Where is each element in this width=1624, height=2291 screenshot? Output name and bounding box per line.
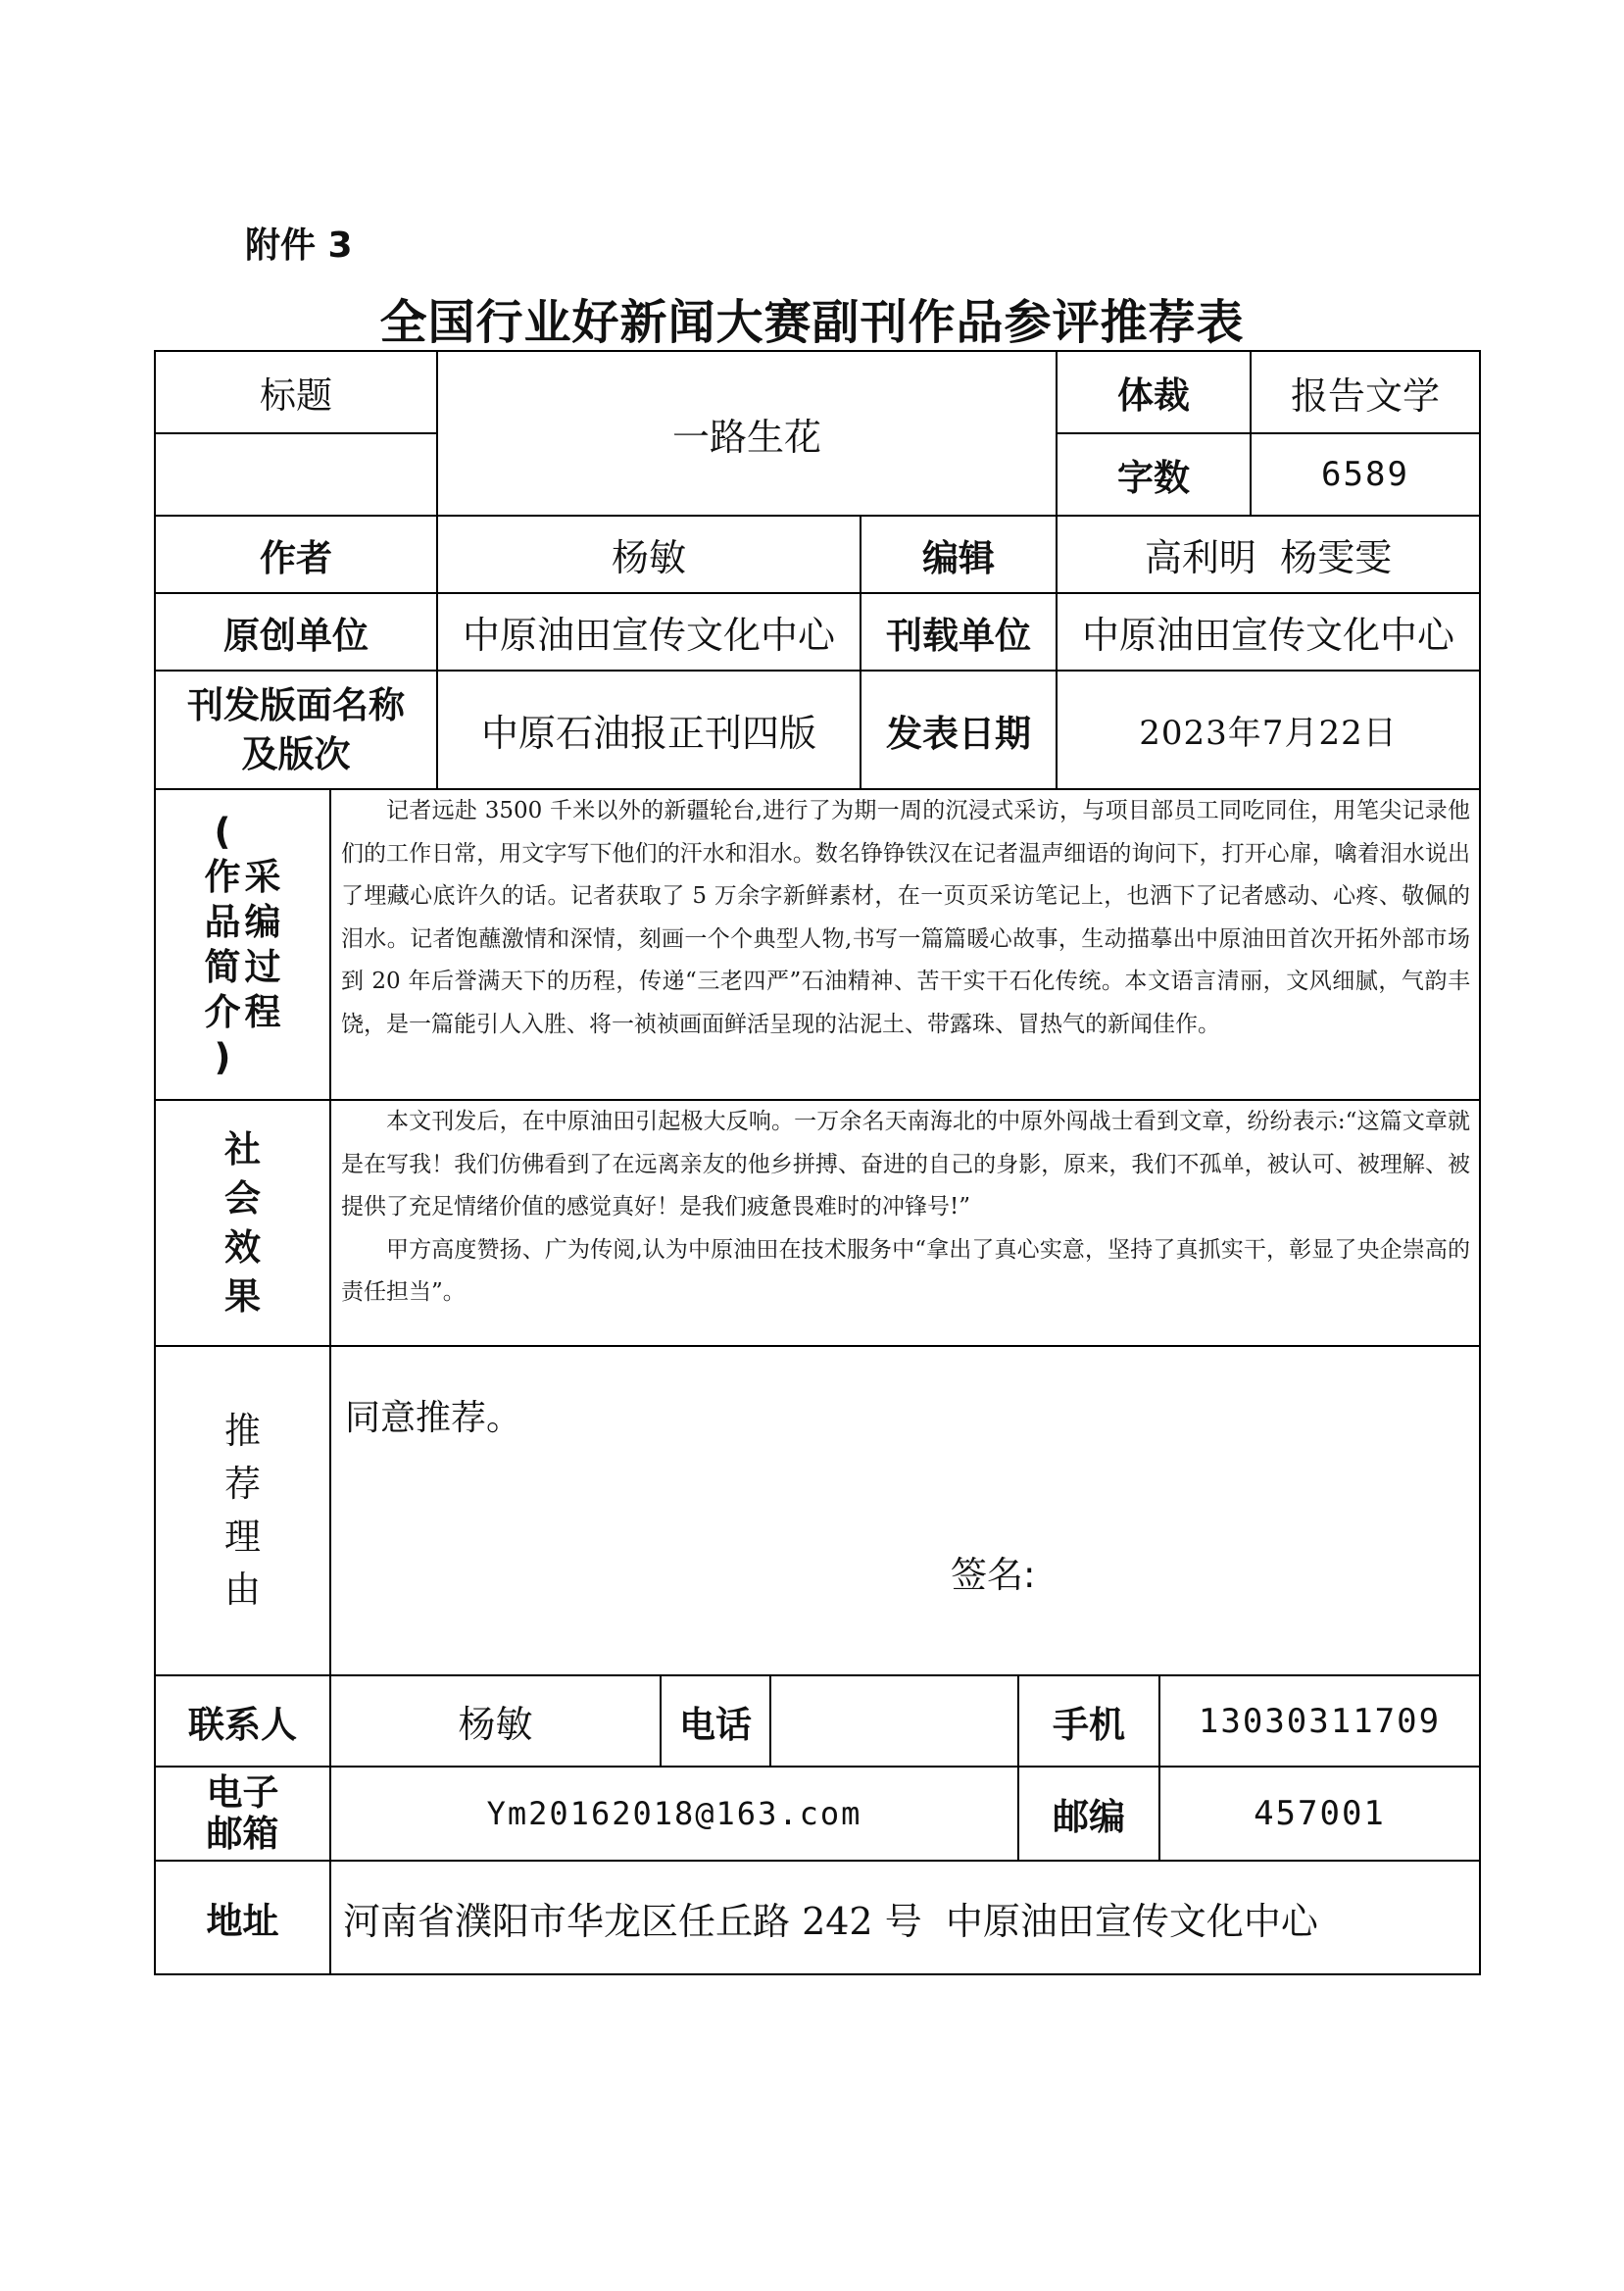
- intro-label-char: 介: [204, 990, 241, 1033]
- intro-label-char: 过: [244, 945, 281, 988]
- contact-value: 杨敏: [458, 1703, 533, 1746]
- recommendation-reason-label-char: 荐: [224, 1463, 261, 1505]
- social-effect-paragraph-2: 甲方高度赞扬、广为传阅,认为中原油田在技术服务中“拿出了真心实意，坚持了真抓实干，彰显了央企崇高的责任担当”。: [341, 1236, 1470, 1305]
- intro-label-char: 采: [244, 855, 281, 898]
- social-effect-label-char: 效: [224, 1225, 261, 1269]
- social-effect-label-char: 社: [224, 1127, 261, 1170]
- email-label-line2: 邮箱: [206, 1813, 279, 1855]
- intro-label: [156, 790, 329, 1099]
- signature-label: 签名:: [951, 1554, 1036, 1596]
- social-effect-label: [156, 1101, 329, 1345]
- attachment-number: 附件 3: [245, 225, 353, 266]
- intro-label-char: ): [214, 1035, 231, 1078]
- recommendation-reason-label-char: 推: [224, 1410, 261, 1452]
- title-label: 标题: [260, 374, 332, 417]
- wordcount-value: 6589: [1321, 455, 1409, 494]
- publishing-unit-label: 刊载单位: [886, 614, 1031, 657]
- document-title: 全国行业好新闻大赛副刊作品参评推荐表: [379, 295, 1245, 350]
- date-value: 2023年7月22日: [1139, 714, 1398, 753]
- recommendation-reason-label-char: 由: [224, 1569, 261, 1611]
- zip-label: 邮编: [1053, 1796, 1125, 1838]
- intro-label-char: 品: [204, 900, 241, 943]
- page-label-line2: 及版次: [241, 732, 351, 775]
- mobile-label: 手机: [1053, 1703, 1125, 1746]
- author-label: 作者: [260, 536, 332, 579]
- recommendation-reason-label-char: 理: [224, 1516, 261, 1558]
- intro-text: [341, 790, 1470, 1099]
- intro-label-char: 简: [204, 945, 241, 988]
- intro-label-char: 编: [244, 900, 281, 943]
- social-effect-label-char: 会: [224, 1176, 261, 1220]
- editor-label: 编辑: [922, 536, 995, 579]
- intro-label-char: 作: [204, 855, 241, 898]
- recommendation-reason-text: 同意推荐。: [345, 1398, 522, 1438]
- recommendation-reason-label: [156, 1347, 329, 1674]
- intro-label-column-1: [205, 810, 241, 1080]
- social-effect-label-char: 果: [224, 1274, 261, 1318]
- phone-value: [771, 1676, 1017, 1766]
- mobile-value: 13030311709: [1198, 1701, 1442, 1741]
- social-effect-text: [341, 1101, 1470, 1345]
- wordcount-label: 字数: [1117, 457, 1190, 499]
- address-value: 河南省濮阳市华龙区任丘路 242 号 中原油田宣传文化中心: [343, 1899, 1318, 1943]
- signature-field[interactable]: [1058, 1541, 1431, 1592]
- publishing-unit-value: 中原油田宣传文化中心: [1081, 614, 1454, 657]
- zip-value: 457001: [1254, 1794, 1386, 1833]
- email-value: Ym20162018@163.com: [486, 1795, 862, 1832]
- email-label: [156, 1768, 329, 1860]
- contact-label: 联系人: [188, 1703, 297, 1746]
- author-value: 杨敏: [611, 536, 686, 579]
- date-label: 发表日期: [886, 712, 1031, 755]
- intro-paragraph: 记者远赴 3500 千米以外的新疆轮台,进行了为期一周的沉浸式采访，与项目部员工同吃同住，用笔尖记录他们的工作日常，用文字写下他们的汗水和泪水。数名铮铮铁汉在记者温声细语的询问下，打开心扉，噙着泪水说出了埋藏心底许久的话。记者获取了 5 万余字新鲜素材，在一页页采访笔记上，也洒下了记者感动、心疼、敬佩的泪水。记者饱蘸激情和深情，刻画一个个典型人物,书写一篇篇暖心故事，生动描摹出中原油田首次开拓外部市场到 20 年后誉满天下的历程，传递“三老四严”石油精神、苦干实干石化传统。本文语言清丽，文风细腻，气韵丰饶，是一篇能引人入胜、将一祯祯画面鲜活呈现的沾泥土、带露珠、冒热气的新闻佳作。: [341, 798, 1470, 1037]
- email-label-line1: 电子: [206, 1771, 279, 1814]
- page-value: 中原石油报正刊四版: [480, 712, 816, 755]
- title-value: 一路生花: [671, 415, 821, 459]
- address-label: 地址: [206, 1900, 279, 1942]
- page-label-line1: 刊发版面名称: [187, 683, 405, 726]
- intro-label-char: (: [214, 810, 231, 853]
- origin-unit-value: 中原油田宣传文化中心: [462, 614, 835, 657]
- phone-label: 电话: [679, 1703, 752, 1746]
- editor-value: 高利明 杨雯雯: [1144, 536, 1393, 579]
- grid-line: [154, 432, 436, 434]
- intro-label-char: 程: [244, 990, 281, 1033]
- origin-unit-label: 原创单位: [223, 614, 369, 657]
- grid-line: [154, 1345, 1481, 1347]
- intro-label-column-2: [245, 855, 281, 1035]
- page-label: [156, 672, 436, 788]
- table-border-bottom: [154, 1973, 1481, 1975]
- table-border-right: [1479, 350, 1481, 1975]
- genre-value: 报告文学: [1290, 374, 1440, 418]
- social-effect-paragraph-1: 本文刊发后，在中原油田引起极大反响。一万余名天南海北的中原外闯战士看到文章，纷纷表示:“这篇文章就是在写我！我们仿佛看到了在远离亲友的他乡拼搏、奋进的自己的身影，原来，我们不孤单，被认可、被理解、被提供了充足情绪价值的感觉真好！是我们疲惫畏难时的冲锋号!”: [341, 1109, 1470, 1220]
- genre-label: 体裁: [1117, 374, 1190, 417]
